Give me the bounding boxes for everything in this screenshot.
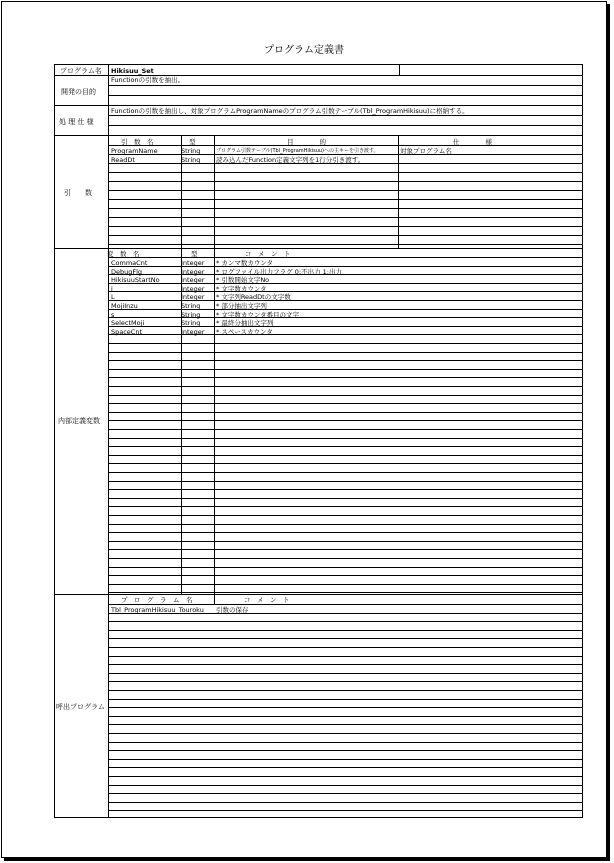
args-header-type: 型 xyxy=(189,138,196,146)
caller-row-1-name: Tbl_ProgramHikisuu_Touroku xyxy=(111,606,204,614)
var-row-6-comment: * 部分抽出文字列 xyxy=(216,302,267,310)
var-row-3-comment: * 引数開始文字No xyxy=(216,276,270,285)
callers-row-line xyxy=(108,724,582,725)
var-row-3-type: Integer xyxy=(181,276,205,285)
vars-row-line xyxy=(108,386,582,387)
vars-row-line xyxy=(108,446,582,447)
arg-row-1-spec: 対象プログラム名 xyxy=(400,147,452,155)
document-page xyxy=(1,1,607,858)
program-name-value: Hikisuu_Set xyxy=(111,67,154,75)
var-row-5-type: Integer xyxy=(181,293,205,302)
vars-row-line xyxy=(108,395,582,396)
vars-row-line xyxy=(108,283,582,284)
section-divider xyxy=(55,135,582,136)
vars-row-line xyxy=(108,515,582,516)
var-row-6-type: String xyxy=(181,302,201,310)
vars-row-line xyxy=(108,524,582,525)
callers-row-line xyxy=(108,699,582,700)
callers-row-line xyxy=(108,793,582,794)
vars-row-line xyxy=(108,498,582,499)
callers-row-line xyxy=(108,716,582,717)
var-row-1-type: Integer xyxy=(181,259,205,267)
var-row-7-type: String xyxy=(181,310,201,319)
arg-row-2-name: ReadDt xyxy=(111,156,135,164)
vars-row-line xyxy=(108,412,582,413)
var-row-9-comment: * スペースカウンタ xyxy=(216,327,273,336)
program-definition-form xyxy=(54,64,583,818)
vars-row-line xyxy=(108,592,582,593)
section-divider xyxy=(55,75,582,76)
vars-row-line xyxy=(108,369,582,370)
callers-row-line xyxy=(108,638,582,639)
arg-row-2-type: String xyxy=(181,156,201,164)
var-row-8-comment: * 最終分抽出文字列 xyxy=(216,319,274,328)
vars-row-line xyxy=(108,377,582,378)
vars-row-line xyxy=(108,472,582,473)
args-header-name: 引 数 名 xyxy=(121,138,154,146)
var-row-4-type: Integer xyxy=(181,284,205,293)
callers-row-line xyxy=(108,767,582,768)
vars-row-line xyxy=(108,532,582,533)
var-row-9-name: SpaceCnt xyxy=(111,327,143,336)
vars-row-line xyxy=(108,291,582,292)
vars-header-type: 型 xyxy=(191,250,198,258)
vars-col-divider xyxy=(214,248,215,594)
header-column-divider xyxy=(399,65,400,75)
callers-header-name: プ ロ グ ラ ム 名 xyxy=(121,596,193,604)
section-divider xyxy=(55,105,582,106)
callers-row-line xyxy=(108,664,582,665)
var-row-2-comment: * ログファイル出力フラグ 0:不出力 1:出力 xyxy=(216,267,342,276)
grid-line xyxy=(108,95,582,96)
args-row-line xyxy=(108,145,582,146)
callers-row-line xyxy=(108,750,582,751)
arg-row-1-type: String xyxy=(181,147,201,155)
var-row-3-name: HikisuuStartNo xyxy=(111,276,160,285)
vars-row-line xyxy=(108,481,582,482)
var-row-5-name: L xyxy=(111,293,115,302)
callers-row-line xyxy=(108,802,582,803)
vars-row-line xyxy=(108,343,582,344)
vars-row-line xyxy=(108,584,582,585)
arg-row-2-purpose: 読み込んだFunction定義文字列を1行分引き渡す。 xyxy=(216,156,365,164)
var-row-5-comment: * 文字列ReadDtの文字数 xyxy=(216,293,291,302)
purpose-label: 開発の目的 xyxy=(61,88,96,96)
vars-row-line xyxy=(108,575,582,576)
var-row-9-type: Integer xyxy=(181,327,205,336)
vars-row-line xyxy=(108,438,582,439)
callers-row-line xyxy=(108,810,582,811)
callers-row-line xyxy=(108,785,582,786)
vars-row-line xyxy=(108,541,582,542)
callers-row-line xyxy=(108,604,582,605)
vars-row-line xyxy=(108,489,582,490)
args-header-spec: 仕 様 xyxy=(453,138,492,146)
args-row-line xyxy=(108,199,582,200)
purpose-text: Functionの引数を抽出。 xyxy=(111,76,185,84)
vars-row-line xyxy=(108,429,582,430)
vars-section-label: 内部定義変数 xyxy=(58,417,100,425)
page-title: プログラム定義書 xyxy=(264,45,344,56)
vars-row-line xyxy=(108,334,582,335)
callers-row-line xyxy=(108,673,582,674)
args-col-divider xyxy=(398,135,399,248)
args-row-line xyxy=(108,190,582,191)
args-col-divider xyxy=(214,135,215,248)
callers-row-line xyxy=(108,776,582,777)
grid-line xyxy=(108,115,582,116)
args-row-line xyxy=(108,217,582,218)
callers-row-line xyxy=(108,759,582,760)
var-row-2-type: Integer xyxy=(181,267,205,276)
vars-row-line xyxy=(108,403,582,404)
callers-row-line xyxy=(108,613,582,614)
grid-line xyxy=(108,85,582,86)
callers-header-comment: コ メ ン ト xyxy=(244,596,290,604)
args-header-purpose: 目 的 xyxy=(287,138,326,146)
vars-row-line xyxy=(108,506,582,507)
vars-col-divider xyxy=(181,248,182,594)
vars-row-line xyxy=(108,420,582,421)
grid-line xyxy=(108,125,582,126)
vars-row-line xyxy=(108,455,582,456)
callers-col-divider xyxy=(214,594,215,604)
vars-row-line xyxy=(108,309,582,310)
callers-row-line xyxy=(108,707,582,708)
callers-section-label: 呼出プログラム xyxy=(56,703,105,711)
vars-header-comment: コ メ ン ト xyxy=(245,250,291,258)
var-row-8-type: String xyxy=(181,319,201,328)
caller-row-1-comment: 引数の保存 xyxy=(216,606,249,614)
callers-row-line xyxy=(108,630,582,631)
vars-row-line xyxy=(108,360,582,361)
var-row-1-name: CommaCnt xyxy=(111,259,148,267)
args-row-line xyxy=(108,163,582,164)
vars-row-line xyxy=(108,463,582,464)
var-row-1-comment: * カンマ数カウンタ xyxy=(216,259,274,267)
arg-row-1-purpose: プログラム引数テーブル(Tbl_ProgramHikisuu)への主キーを引き渡す。 xyxy=(216,148,379,154)
args-row-line xyxy=(108,226,582,227)
callers-row-line xyxy=(108,647,582,648)
vars-row-line xyxy=(108,317,582,318)
var-row-7-comment: * 文字数カウンタ番目の文字 xyxy=(216,310,300,319)
vars-row-line xyxy=(108,567,582,568)
label-column-divider xyxy=(108,65,109,817)
arg-row-1-name: ProgramName xyxy=(111,147,158,155)
callers-row-line xyxy=(108,733,582,734)
vars-row-line xyxy=(108,300,582,301)
var-row-6-name: MojiInzu xyxy=(111,302,138,310)
args-row-line xyxy=(108,235,582,236)
vars-row-line xyxy=(108,352,582,353)
var-row-4-comment: * 文字数カウンタ xyxy=(216,284,267,293)
args-row-line xyxy=(108,244,582,245)
callers-row-line xyxy=(108,690,582,691)
vars-row-line xyxy=(108,266,582,267)
var-row-4-name: i xyxy=(111,284,113,293)
args-row-line xyxy=(108,154,582,155)
spec-label: 処 理 仕 様 xyxy=(59,118,94,126)
vars-row-line xyxy=(108,558,582,559)
args-row-line xyxy=(108,172,582,173)
args-section-label: 引 数 xyxy=(64,189,92,197)
var-row-7-name: s xyxy=(111,310,115,319)
callers-row-line xyxy=(108,681,582,682)
vars-row-line xyxy=(108,549,582,550)
callers-row-line xyxy=(108,742,582,743)
args-row-line xyxy=(108,208,582,209)
section-divider xyxy=(55,248,582,249)
callers-row-line xyxy=(108,656,582,657)
vars-header-name: 変 数 名 xyxy=(107,250,140,258)
vars-row-line xyxy=(108,326,582,327)
vars-row-line xyxy=(108,257,582,258)
vars-row-line xyxy=(108,274,582,275)
spec-text: Functionの引数を抽出し、対象プログラムProgramNameのプログラム引数テーブル(Tbl_ProgramHikisuu)に格納する。 xyxy=(111,107,469,115)
args-row-line xyxy=(108,181,582,182)
callers-row-line xyxy=(108,621,582,622)
section-divider xyxy=(55,594,582,595)
program-name-label: プログラム名 xyxy=(60,67,102,75)
var-row-8-name: SelectMoji xyxy=(111,319,145,328)
var-row-2-name: DebugFlg xyxy=(111,267,143,276)
args-col-divider xyxy=(181,135,182,248)
